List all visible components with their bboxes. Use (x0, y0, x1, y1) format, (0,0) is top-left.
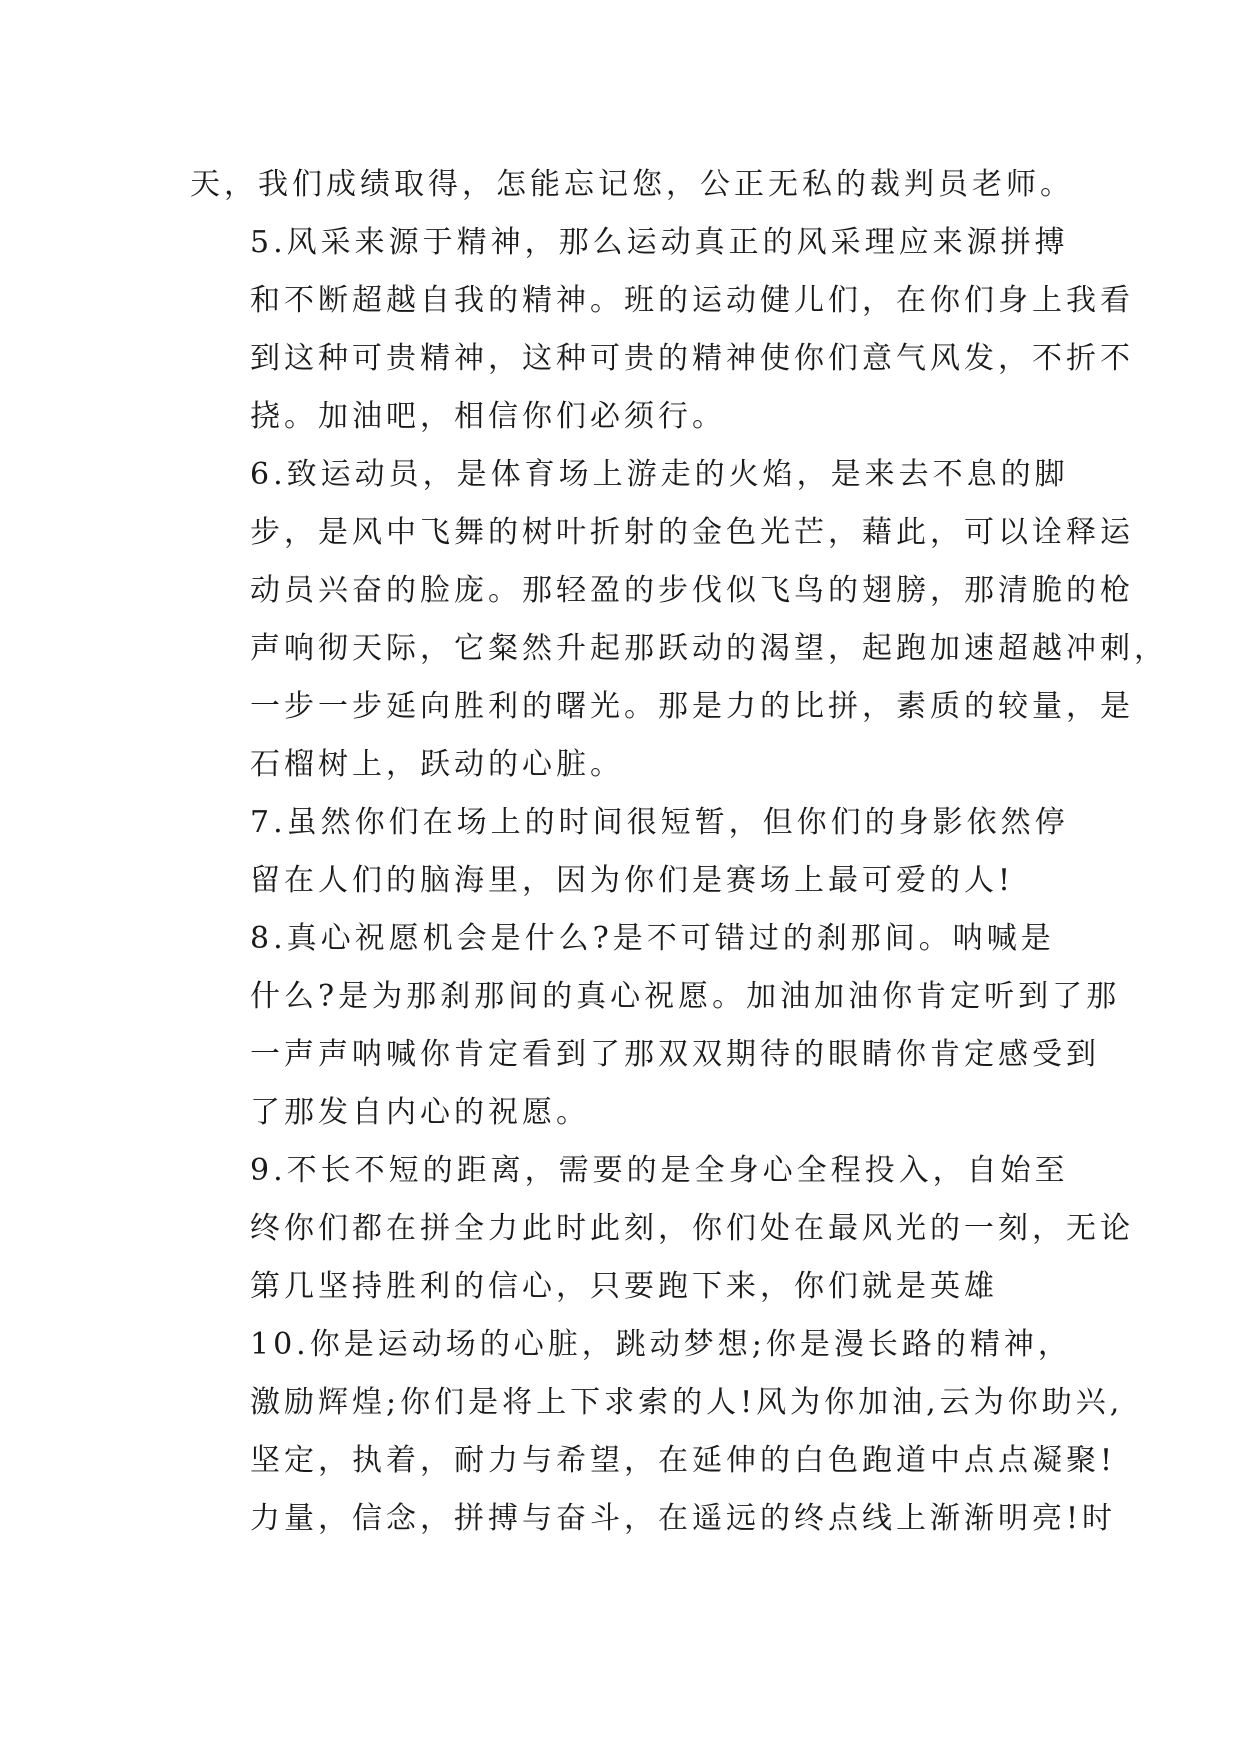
text-line: 一步一步延向胜利的曙光。那是力的比拼，素质的较量，是 (250, 689, 1134, 724)
text-line: 石榴树上，跃动的心脏。 (250, 747, 624, 782)
text-line: 什么?是为那刹那间的真心祝愿。加油加油你肯定听到了那 (250, 979, 1121, 1014)
text-line: 动员兴奋的脸庞。那轻盈的步伐似飞鸟的翅膀，那清脆的枪 (250, 573, 1134, 608)
paragraph (190, 1142, 1134, 1316)
text-line: 留在人们的脑海里，因为你们是赛场上最可爱的人! (250, 863, 1015, 898)
text-line: 10.你是运动场的心脏，跳动梦想;你是漫长路的精神， (250, 1327, 1072, 1362)
text-line: 7.虽然你们在场上的时间很短暂，但你们的身影依然停 (250, 805, 1069, 840)
text-line: 5.风采来源于精神，那么运动真正的风采理应来源拼搏 (250, 225, 1069, 260)
text-line: 第几坚持胜利的信心，只要跑下来，你们就是英雄 (250, 1269, 998, 1304)
text-line: 挠。加油吧，相信你们必须行。 (250, 399, 726, 434)
paragraph (190, 794, 1069, 910)
text-line: 9.不长不短的距离，需要的是全身心全程投入，自始至 (250, 1153, 1069, 1188)
paragraph (190, 1316, 1124, 1548)
paragraph (190, 910, 1121, 1142)
text-line: 天，我们成绩取得，怎能忘记您，公正无私的裁判员老师。 (190, 167, 1074, 202)
paragraph (190, 214, 1134, 446)
text-line: 声响彻天际，它粲然升起那跃动的渴望，起跑加速超越冲刺， (250, 631, 1168, 666)
text-line: 和不断超越自我的精神。班的运动健儿们，在你们身上我看 (250, 283, 1134, 318)
text-line: 步，是风中飞舞的树叶折射的金色光芒，藉此，可以诠释运 (250, 515, 1134, 550)
text-line: 8.真心祝愿机会是什么?是不可错过的刹那间。呐喊是 (250, 921, 1055, 956)
text-line: 终你们都在拼全力此时此刻，你们处在最风光的一刻，无论 (250, 1211, 1134, 1246)
text-line: 到这种可贵精神，这种可贵的精神使你们意气风发，不折不 (250, 341, 1134, 376)
text-line: 了那发自内心的祝愿。 (250, 1095, 590, 1130)
text-line: 坚定，执着，耐力与希望，在延伸的白色跑道中点点凝聚! (250, 1443, 1117, 1478)
text-line: 6.致运动员，是体育场上游走的火焰，是来去不息的脚 (250, 457, 1069, 492)
text-line: 一声声呐喊你肯定看到了那双双期待的眼睛你肯定感受到 (250, 1037, 1100, 1072)
paragraph (190, 156, 1074, 214)
text-line: 力量，信念，拼搏与奋斗，在遥远的终点线上渐渐明亮!时 (250, 1501, 1117, 1536)
document-body (190, 156, 1168, 1548)
text-line: 激励辉煌;你们是将上下求索的人!风为你加油,云为你助兴, (250, 1385, 1124, 1420)
paragraph (190, 446, 1168, 794)
